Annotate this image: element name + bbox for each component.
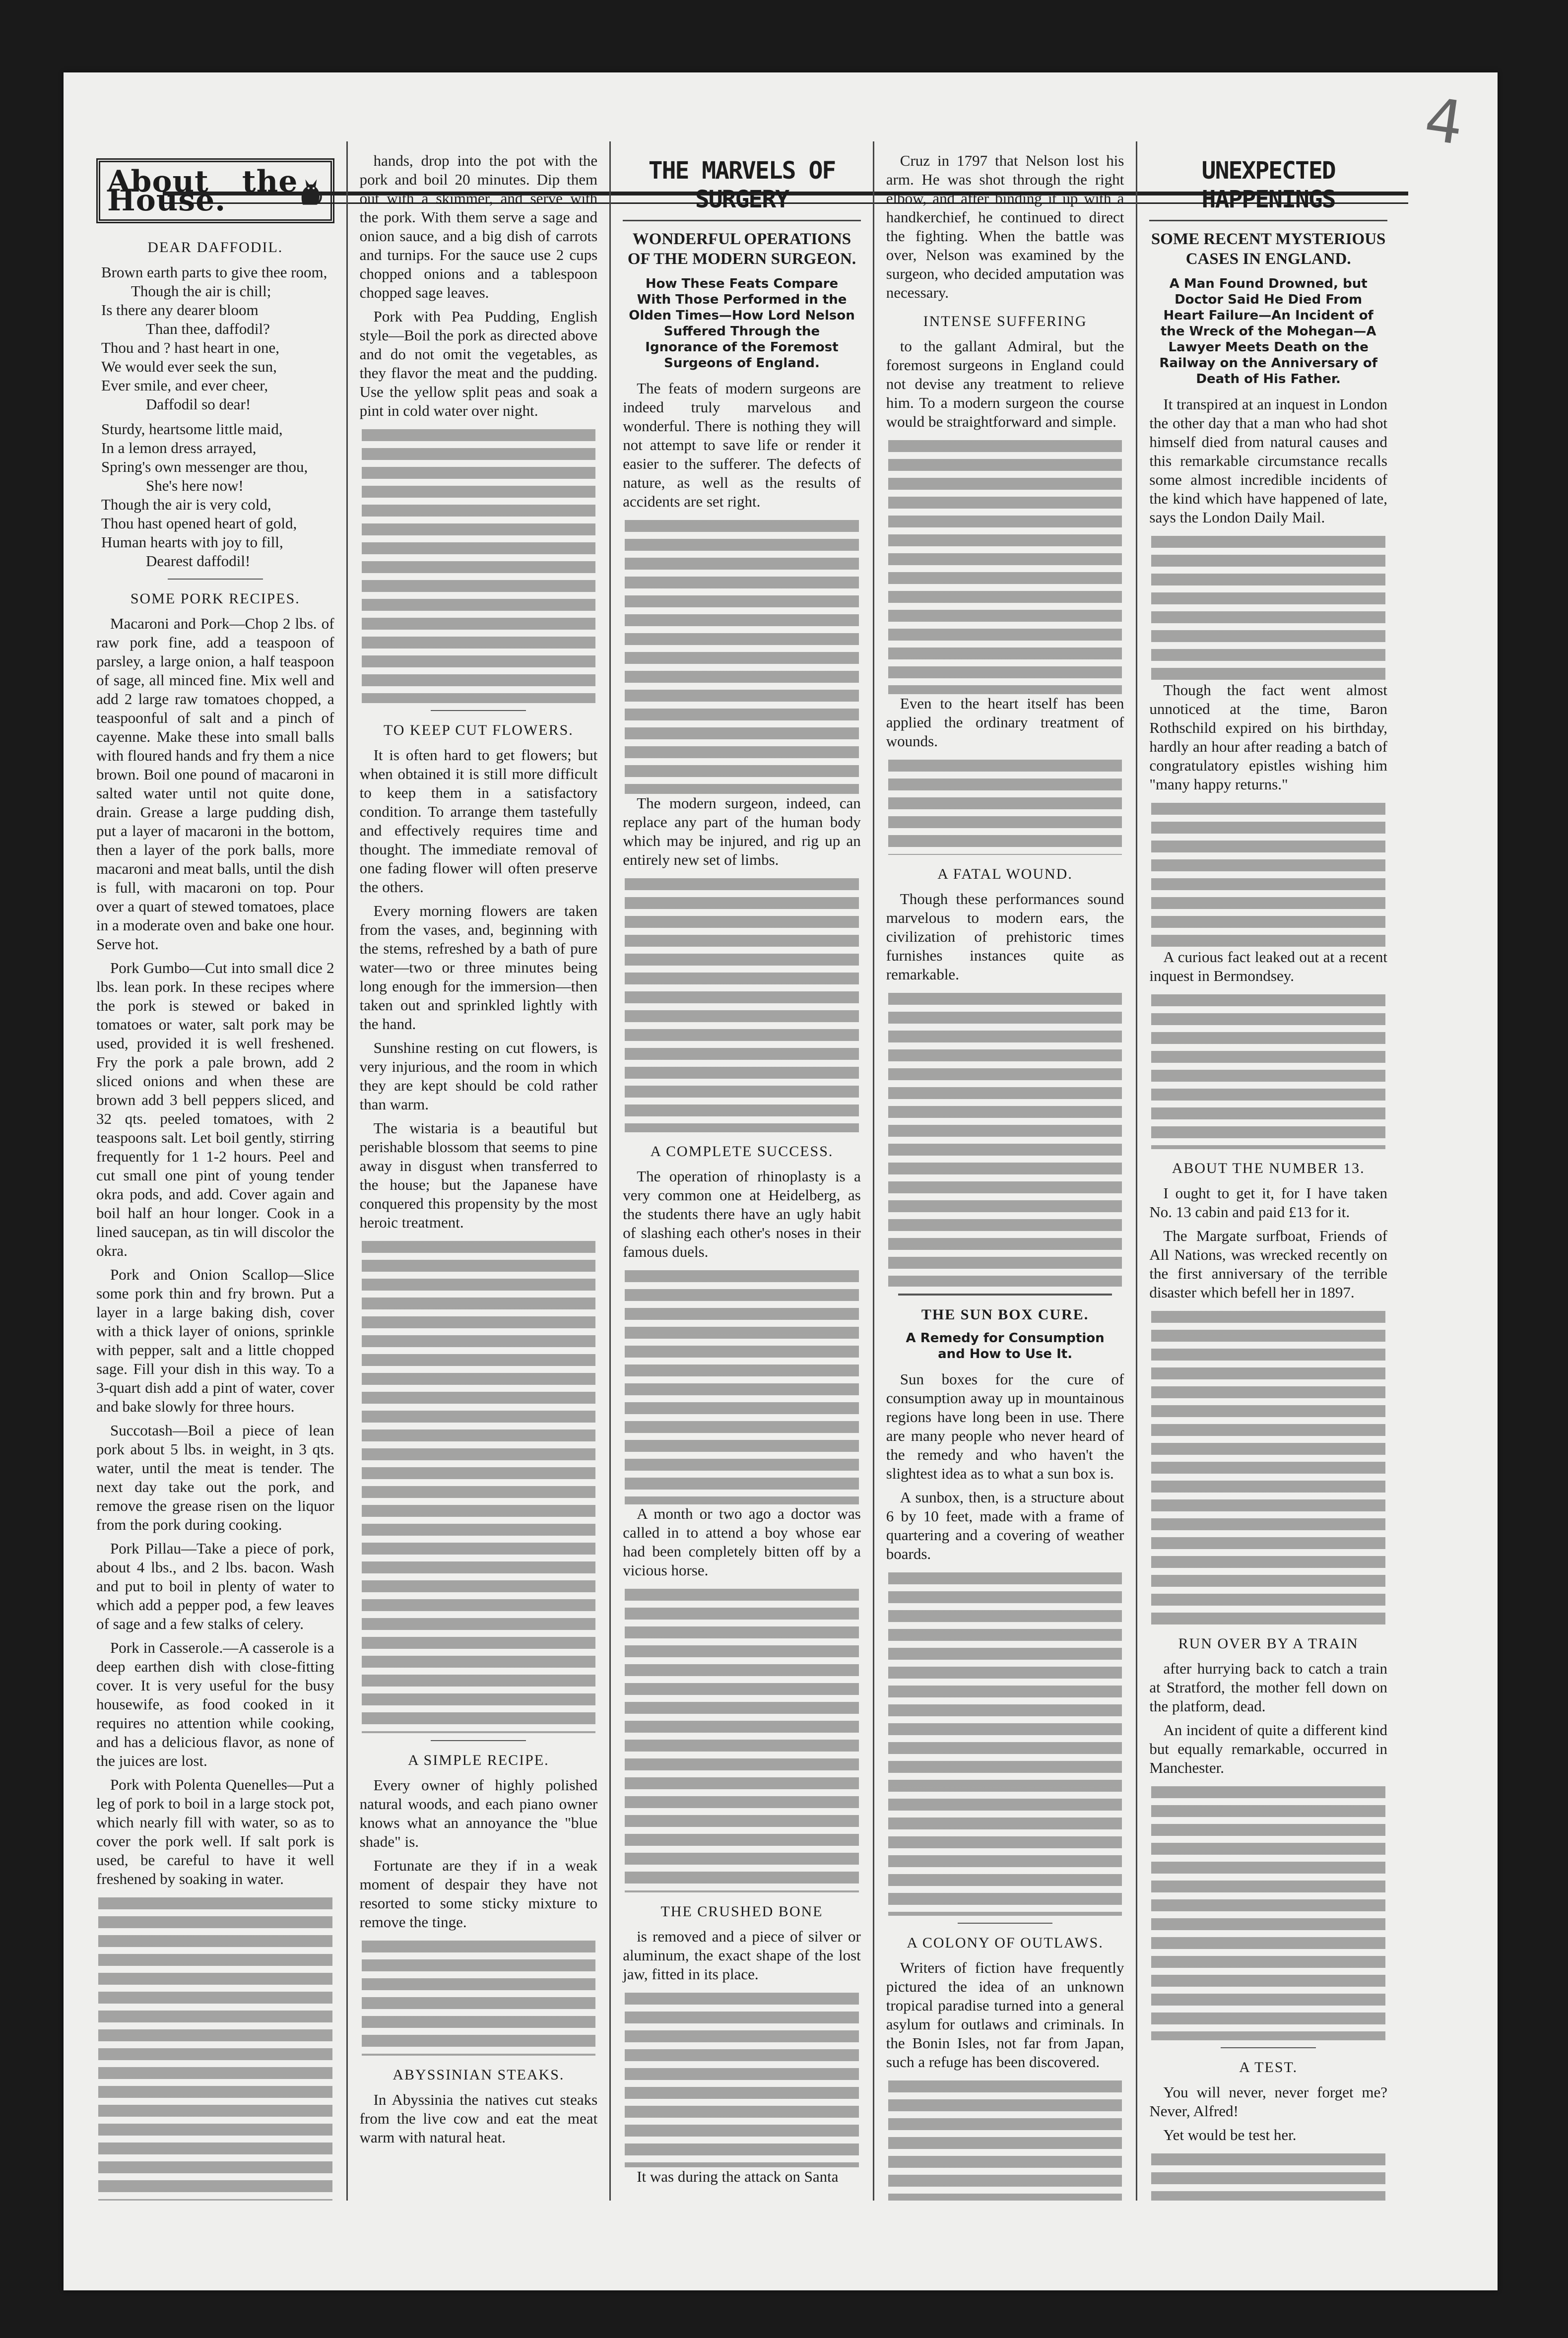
text-continuation [362,1237,596,1733]
poem-line: Dearest daffodil! [146,552,251,570]
article-paragraph: Cruz in 1797 that Nelson lost his arm. He was shot through the right elbow, and after binding it up with a handkerchief, he continued to direct the fighting. When the battle was over, Nelson was examined by the surgeon, who decided amputation was necessary. [886,152,1124,301]
poem-line: Than thee, daffodil? [146,320,270,337]
divider [898,1294,1112,1296]
headline: THE MARVELS OF SURGERY [623,156,861,221]
article-paragraph: Sun boxes for the cure of consumption away up in mountainous regions have long been in use. There are many people who never heard of the remedy and who haven't the slightest idea as to what a sun box is. [886,1370,1124,1482]
article-paragraph: A month or two ago a doctor was called in to attend a boy whose ear had been completely bitten off by a vicious horse. [623,1505,861,1579]
poem-line: Brown earth parts to give thee room, [101,263,327,281]
article-paragraph: Every morning flowers are taken from the vases, and, beginning with the stems, refreshed by a bath of pure water—two or three minutes being long enough for the immersion—then taken out and sprinkled lightly with the hand. [359,902,598,1033]
poem-line: In a lemon dress arrayed, [101,439,257,456]
column-4 [873,141,1136,2201]
article-paragraph: Macaroni and Pork—Chop 2 lbs. of raw pork fine, add a teaspoon of parsley, a large onion, a half teaspoon of sage, all minced fine. Mix well and add 2 large raw tomatoes chopped, a teaspoonful of salt and a pinch of cayenne. Make these into small balls with floured hands and fry them a nice brown. Boil one pound of macaroni in salted water until not quite done, drain. Grease a large pudding dish, put a layer of macaroni in the bottom, then a layer of the pork balls, more macaroni and meat balls, until the dish is full, with macaroni on top. Pour over a quart of stewed tomatoes, place in a moderate oven and bake one hour. Serve hot. [96,615,334,953]
poem-line: Spring's own messenger are thou, [101,458,308,475]
poem-line: Human hearts with joy to fill, [101,533,283,551]
text-continuation [888,989,1122,1287]
section-title: ABOUT THE NUMBER 13. [1172,1160,1365,1176]
article-paragraph: Writers of fiction have frequently pictured the idea of an unknown tropical paradise turned into a general asylum for outlaws and criminals. In the Bonin Isles, not far from Japan, such a refuge has been discovered. [886,1959,1124,2071]
article-paragraph: is removed and a piece of silver or aluminum, the exact shape of the lost jaw, fitted in its place. [623,1928,861,1983]
text-continuation [1151,532,1385,681]
article-paragraph: In Abyssinia the natives cut steaks from the live cow and eat the meat warm with natural heat. [359,2091,598,2146]
article-paragraph: to the gallant Admiral, but the foremost surgeons in England could not devise any treatment to relieve him. To a modern surgeon the course would be straightforward and simple. [886,337,1124,430]
article-paragraph: Even to the heart itself has been applied the ordinary treatment of wounds. [886,695,1124,750]
section-title: TO KEEP CUT FLOWERS. [383,722,574,738]
column-3 [609,141,873,2201]
columns [84,141,1399,2201]
text-continuation [98,1893,332,2201]
article-paragraph: I ought to get it, for I have taken No. 13 cabin and paid £13 for it. [1149,1184,1387,1221]
subheadline: WONDERFUL OPERATIONS OF THE MODERN SURGEON. [627,230,856,268]
poem-line: Daffodil so dear! [146,395,251,413]
text-continuation [1151,2149,1385,2201]
text-continuation [888,1568,1122,1916]
text-continuation [1151,1782,1385,2040]
poem-line: Though the air is chill; [131,282,271,300]
article-paragraph: Pork Gumbo—Cut into small dice 2 lbs. lean pork. In these recipes where the pork is stewed or baked in tomatoes or water, salt pork may be used, provided it is well freshened. Fry the pork a pale brown, add 2 sliced onions and when these are brown add 3 bell peppers sliced, and 32 qts. peeled tomatoes, with 2 teaspoons salt. Let boil gently, stirring frequently for 1 1-2 hours. Peel and cut small one pint of young tender okra pods, and add. Cover again and boil half an hour longer. Cook in a lined saucepan, as tin will discolor the okra. [96,959,334,1259]
text-continuation [1151,799,1385,948]
section-title: A FATAL WOUND. [937,866,1073,882]
about-the-house-box [96,158,334,223]
article-paragraph: Succotash—Boil a piece of lean pork about 5 lbs. in weight, in 3 qts. water, until the meat is tender. The next day take out the pork, and remove the grease risen on the liquor from the pork during cooking. [96,1422,334,1533]
text-continuation [625,1585,859,1892]
column-1 [84,141,346,2201]
article-paragraph: Yet would be test her. [1163,2126,1297,2143]
section-title: A TEST. [1239,2059,1298,2076]
article-paragraph: It transpired at an inquest in London the other day that a man who had shot himself died from natural causes and this remarkable circumstance recalls some almost incredible incidents of the kind which have happened of late, says the London Daily Mail. [1149,395,1387,526]
article-paragraph: Fortunate are they if in a weak moment of despair they have not resorted to some sticky mixture to remove the tinge. [359,1857,598,1931]
text-continuation [625,1989,859,2167]
article-paragraph: Sunshine resting on cut flowers, is very injurious, and the room in which they are kept should be cold rather than warm. [359,1039,598,1113]
article-paragraph: An incident of quite a different kind but equally remarkable, occurred in Manchester. [1149,1721,1387,1776]
section-title: INTENSE SUFFERING [923,313,1087,329]
article-paragraph: Every owner of highly polished natural woods, and each piano owner knows what an annoyance the "blue shade" is. [359,1776,598,1850]
box-title: About the House. [107,164,298,218]
article-paragraph: after hurrying back to catch a train at Stratford, the mother fell down on the platform, dead. [1149,1660,1387,1715]
column-2 [346,141,610,2201]
article-paragraph: You will never, never forget me? Never, Alfred! [1149,2083,1387,2120]
divider [1221,2047,1316,2048]
page-mark: 4 [1420,85,1468,159]
text-continuation [1151,990,1385,1149]
poem-line: Ever smile, and ever cheer, [101,377,268,394]
article-paragraph: It is often hard to get flowers; but when obtained it is still more difficult to keep them in a satisfactory condition. To arrange them tastefully and effectively requires time and thought. The immediate removal of one fading flower will often preserve the others. [359,746,598,896]
article-paragraph: The operation of rhinoplasty is a very common one at Heidelberg, as the students there have an ugly habit of slashing each other's noses in their famous duels. [623,1168,861,1260]
article-paragraph: A sunbox, then, is a structure about 6 by 10 feet, made with a frame of quartering and a covering of weather boards. [886,1489,1124,1562]
deck: A Remedy for Consumption and How to Use It. [906,1331,1105,1362]
poem-line: Sturdy, heartsome little maid, [101,420,283,438]
text-continuation [888,756,1122,855]
text-continuation [362,425,596,703]
section-title: A COLONY OF OUTLAWS. [907,1935,1104,1951]
section-title: RUN OVER BY A TRAIN [1178,1635,1359,1652]
poem-line: She's here now! [146,477,244,494]
article-paragraph: The Margate surfboat, Friends of All Nations, was wrecked recently on the first anniversary of the terrible disaster which befell her in 1897. [1149,1227,1387,1301]
cat-icon [298,167,323,214]
divider [958,1923,1053,1924]
article-paragraph: Pork Pillau—Take a piece of pork, about 4 lbs., and 2 lbs. bacon. Wash and put to boil in plenty of water to which add a pepper pod, a few leaves of sage and a few stalks of celery. [96,1540,334,1632]
article-paragraph: A curious fact leaked out at a recent inquest in Bermondsey. [1149,948,1387,984]
text-continuation [888,2077,1122,2201]
text-continuation [625,516,859,794]
poem-line: We would ever seek the sun, [101,358,277,375]
section-title: A SIMPLE RECIPE. [408,1752,549,1768]
divider [168,579,263,580]
article-paragraph: Though the fact went almost unnoticed at the time, Baron Rothschild expired on his birthday, hardly an hour after reading a batch of congratulatory epistles wishing him "many happy returns." [1149,681,1387,793]
text-continuation [625,1266,859,1504]
article-paragraph: It was during the attack on Santa [637,2168,839,2185]
poem [101,263,334,571]
text-continuation [1151,1307,1385,1624]
article-paragraph: Though these performances sound marvelous to modern ears, the civilization of prehistoric times furnishes instances quite as remarkable. [886,890,1124,983]
section-title: THE CRUSHED BONE [660,1903,823,1920]
section-title: THE SUN BOX CURE. [921,1306,1089,1323]
section-title: A COMPLETE SUCCESS. [650,1143,834,1160]
article-paragraph: Pork with Pea Pudding, English style—Boil the pork as directed above and do not omit the vegetables, as they flavor the meat and the pudding. Use the yellow split peas and soak a pint in cold water over night. [359,308,598,419]
poem-line: Though the air is very cold, [101,496,271,513]
poem-line: Thou hast opened heart of gold, [101,515,297,532]
section-title: SOME PORK RECIPES. [130,590,300,607]
article-paragraph: The feats of modern surgeons are indeed truly marvelous and wonderful. There is nothing they will not attempt to save life or render it easier to the sufferer. The defects of nature, as well as the results of accidents are set right. [623,380,861,510]
article-paragraph: Pork in Casserole.—A casserole is a deep earthen dish with close-fitting cover. It is very useful for the busy housewife, as food cooked in it requires no attention while cooking, and has a delicious flavor, as none of the juices are lost. [96,1639,334,1769]
headline: UNEXPECTED HAPPENINGS [1149,156,1387,221]
poem-line: Is there any dearer bloom [101,301,259,319]
article-paragraph: The modern surgeon, indeed, can replace any part of the human body which may be injured, and rig up an entirely new set of limbs. [623,794,861,868]
text-continuation [888,436,1122,694]
article-paragraph: Pork and Onion Scallop—Slice some pork thin and fry brown. Put a layer in a large baking dish, cover with a thick layer of onions, sprinkle with pepper, salt and a little chopped sage. Fill your dish in this way. To a 3-quart dish add a pint of water, cover and bake slowly for three hours. [96,1266,334,1415]
deck: How These Feats Compare With Those Performed in the Olden Times—How Lord Nelson Suffered Through the Ignorance of the Foremost Surgeons of England. [629,276,855,371]
divider [431,710,526,711]
poem-line: Thou and ? hast heart in one, [101,339,279,356]
subheadline: SOME RECENT MYSTERIOUS CASES IN ENGLAND. [1151,230,1386,268]
article-paragraph: The wistaria is a beautiful but perishable blossom that seems to pine away in disgust when transferred to the house; but the Japanese have conquered this propensity by the most heroic treatment. [359,1119,598,1231]
article-paragraph: Pork with Polenta Quenelles—Put a leg of pork to boil in a large stock pot, which nearly fill with water, so as to cover the pork well. If salt pork is used, be careful to have it well freshened by soaking in water. [96,1776,334,1887]
deck: A Man Found Drowned, but Doctor Said He Died From Heart Failure—An Incident of the Wreck of the Mohegan—A Lawyer Meets Death on the Railway on the Anniversary of Death of His Father. [1159,276,1378,387]
article-paragraph: hands, drop into the pot with the pork and boil 20 minutes. Dip them out with a skimmer, and serve with the pork. With them serve a sage and onion sauce, and a big dish of carrots and turnips. For the sauce use 2 cups chopped onions and a tablespoon chopped sage leaves. [359,152,598,301]
text-continuation [625,874,859,1132]
divider [431,1740,526,1741]
column-5 [1136,141,1399,2201]
text-continuation [362,1937,596,2056]
poem-title: DEAR DAFFODIL. [147,239,283,256]
section-title: ABYSSINIAN STEAKS. [392,2067,565,2083]
